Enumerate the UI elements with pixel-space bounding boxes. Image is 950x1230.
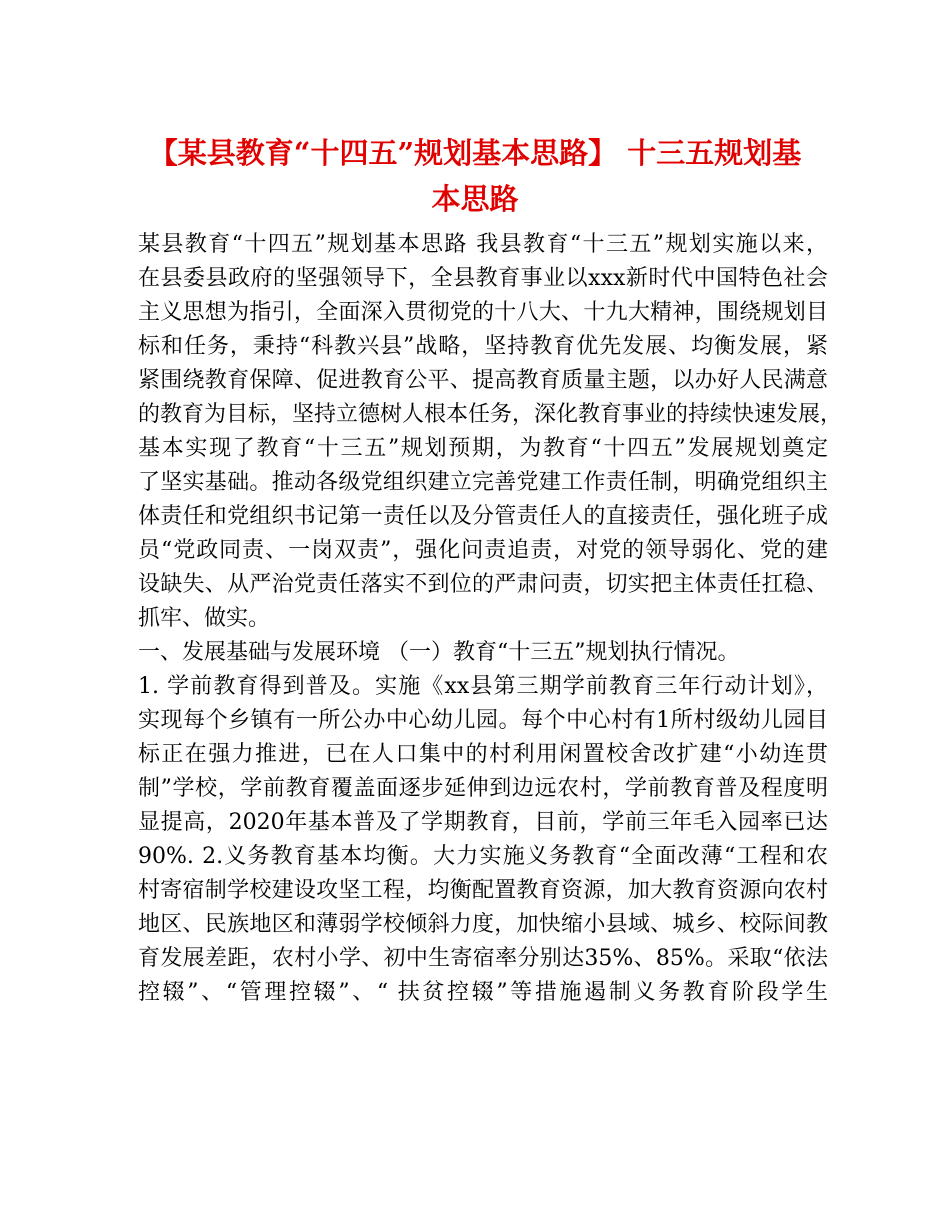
paragraph-line: 了坚实基础。推动各级党组织建立完善党建工作责任制，明确党组织主 <box>138 470 828 495</box>
paragraph-line: 1. 学前教育得到普及。实施《xx县第三期学前教育三年行动计划》， <box>138 674 828 699</box>
document-title-line-2: 本思路 <box>431 182 519 216</box>
paragraph-line: 控辍”、“管理控辍”、“ 扶贫控辍”等措施遏制义务教育阶段学生 <box>138 980 828 1005</box>
paragraph-line: 在县委县政府的坚强领导下，全县教育事业以xxx新时代中国特色社会 <box>138 266 828 291</box>
paragraph-line: 某县教育“十四五”规划基本思路 我县教育“十三五”规划实施以来， <box>138 232 828 257</box>
paragraph-line: 基本实现了教育“十三五”规划预期，为教育“十四五”发展规划奠定 <box>138 436 828 461</box>
paragraph-line: 制”学校，学前教育覆盖面逐步延伸到边远农村，学前教育普及程度明 <box>138 776 828 801</box>
paragraph-line: 标和任务，秉持“科教兴县”战略，坚持教育优先发展、均衡发展，紧 <box>138 334 828 359</box>
paragraph-line: 设缺失、从严治党责任落实不到位的严肃问责，切实把主体责任扛稳、 <box>138 572 828 597</box>
document-title-line-1: 【某县教育“十四五”规划基本思路】 十三五规划基 <box>148 136 802 170</box>
paragraph-line: 抓牢、做实。 <box>138 606 271 631</box>
paragraph-line: 90%. 2.义务教育基本均衡。大力实施义务教育“全面改薄“工程和农 <box>138 844 828 869</box>
paragraph-line: 主义思想为指引，全面深入贯彻党的十八大、十九大精神，围绕规划目 <box>138 300 828 325</box>
paragraph-line: 标正在强力推进，已在人口集中的村利用闲置校舍改扩建“小幼连贯 <box>138 742 828 767</box>
paragraph-line: 地区、民族地区和薄弱学校倾斜力度，加快缩小县域、城乡、校际间教 <box>138 912 828 937</box>
paragraph-line: 体责任和党组织书记第一责任以及分管责任人的直接责任，强化班子成 <box>138 504 828 529</box>
paragraph-line: 员“党政同责、一岗双责”，强化问责追责，对党的领导弱化、党的建 <box>138 538 828 563</box>
paragraph-line: 育发展差距，农村小学、初中生寄宿率分别达35%、85%。采取“依法 <box>138 946 828 971</box>
paragraph-line: 村寄宿制学校建设攻坚工程，均衡配置教育资源，加大教育资源向农村 <box>138 878 828 903</box>
paragraph-line: 实现每个乡镇有一所公办中心幼儿园。每个中心村有1所村级幼儿园目 <box>138 708 828 733</box>
paragraph-line: 紧围绕教育保障、促进教育公平、提高教育质量主题，以办好人民满意 <box>138 368 828 393</box>
paragraph-line: 显提高，2020年基本普及了学期教育，目前，学前三年毛入园率已达 <box>138 810 828 835</box>
paragraph-line: 的教育为目标，坚持立德树人根本任务，深化教育事业的持续快速发展， <box>138 402 843 427</box>
section-heading-line: 一、发展基础与发展环境 （一）教育“十三五”规划执行情况。 <box>138 640 740 665</box>
